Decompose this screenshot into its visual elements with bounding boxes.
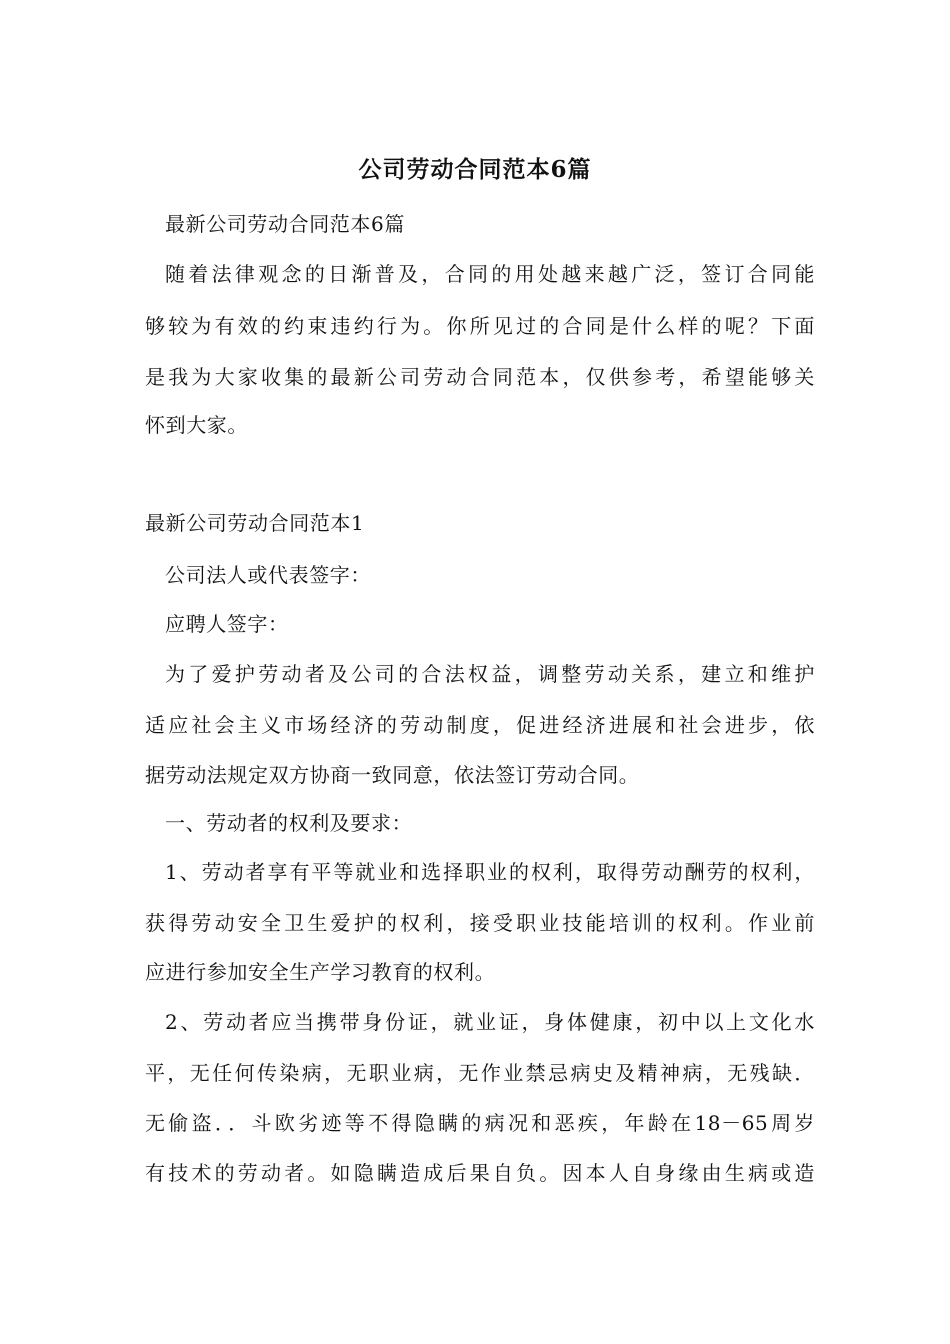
clause-line: 无偷盗．．斗欧劣迹等不得隐瞒的病况和恶疾，年龄在18－65周岁 xyxy=(145,1111,815,1135)
intro-line: 够较为有效的约束违约行为。你所见过的合同是什么样的呢？下面 xyxy=(145,314,815,338)
body-line: 据劳动法规定双方协商一致同意，依法签订劳动合同。 xyxy=(145,763,640,787)
signature-line-applicant: 应聘人签字： xyxy=(165,612,289,636)
clause-line: 平，无任何传染病，无职业病，无作业禁忌病史及精神病，无残缺． xyxy=(145,1061,815,1085)
subtitle-line: 最新公司劳动合同范本6篇 xyxy=(165,212,405,236)
clause-line: 应进行参加安全生产学习教育的权利。 xyxy=(145,960,496,984)
clause-line: 1、劳动者享有平等就业和选择职业的权利，取得劳动酬劳的权利， xyxy=(165,860,815,884)
clause-line: 有技术的劳动者。如隐瞒造成后果自负。因本人自身缘由生病或造 xyxy=(145,1161,815,1185)
clause-line: 获得劳动安全卫生爱护的权利，接受职业技能培训的权利。作业前 xyxy=(145,911,815,935)
body-line: 适应社会主义市场经济的劳动制度，促进经济进展和社会进步，依 xyxy=(145,713,815,737)
section-heading: 最新公司劳动合同范本1 xyxy=(145,511,365,535)
body-line: 为了爱护劳动者及公司的合法权益，调整劳动关系，建立和维护 xyxy=(165,662,815,686)
document-title: 公司劳动合同范本6篇 xyxy=(358,156,592,183)
clause-heading: 一、劳动者的权利及要求： xyxy=(165,811,413,835)
intro-line: 是我为大家收集的最新公司劳动合同范本，仅供参考，希望能够关 xyxy=(145,365,815,389)
clause-line: 2、劳动者应当携带身份证，就业证，身体健康，初中以上文化水 xyxy=(165,1010,815,1034)
signature-line-company: 公司法人或代表签字： xyxy=(165,563,371,587)
intro-line: 随着法律观念的日渐普及，合同的用处越来越广泛，签订合同能 xyxy=(165,262,815,286)
intro-line: 怀到大家。 xyxy=(145,413,248,437)
